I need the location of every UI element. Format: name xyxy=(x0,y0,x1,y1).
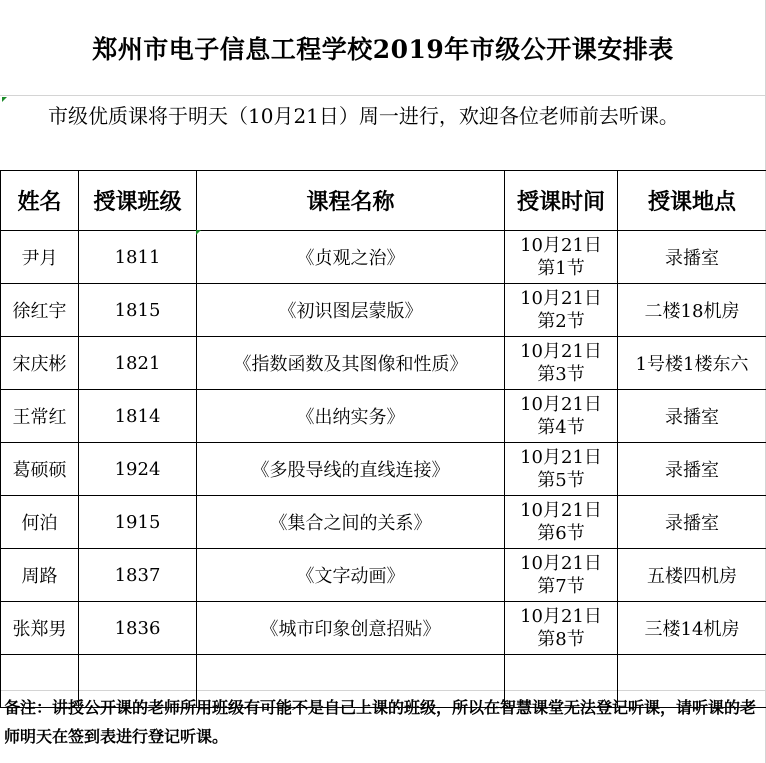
cell-class[interactable]: 1814 xyxy=(79,390,197,443)
cell-time-date: 10月21日 xyxy=(520,394,602,415)
table-row xyxy=(1,284,766,337)
cell-place[interactable]: 二楼18机房 xyxy=(618,284,766,337)
cell-course[interactable]: 《城市印象创意招贴》 xyxy=(197,602,505,655)
cell-time[interactable] xyxy=(505,284,618,337)
cell-name[interactable]: 张郑男 xyxy=(1,602,79,655)
cell-time-period: 第2节 xyxy=(537,311,585,332)
table-row xyxy=(1,602,766,655)
header-class[interactable]: 授课班级 xyxy=(79,171,197,231)
cell-name[interactable]: 何泊 xyxy=(1,496,79,549)
header-place[interactable]: 授课地点 xyxy=(618,171,766,231)
remark-text: 备注：讲授公开课的老师所用班级有可能不是自己上课的班级，所以在智慧课堂无法登记听课，请听课的老师明天在签到表进行登记听课。 xyxy=(4,698,757,746)
cell-class[interactable]: 1821 xyxy=(79,337,197,390)
cell-time-period: 第3节 xyxy=(537,364,585,385)
cell-course[interactable]: 《文字动画》 xyxy=(197,549,505,602)
table-row xyxy=(1,231,766,284)
cell-class[interactable]: 1836 xyxy=(79,602,197,655)
cell-course[interactable]: 《指数函数及其图像和性质》 xyxy=(197,337,505,390)
cell-name[interactable]: 宋庆彬 xyxy=(1,337,79,390)
table-row xyxy=(1,390,766,443)
header-time[interactable]: 授课时间 xyxy=(505,171,618,231)
cell-course[interactable]: 《出纳实务》 xyxy=(197,390,505,443)
cell-course[interactable]: 《多股导线的直线连接》 xyxy=(197,443,505,496)
table-header-row xyxy=(1,171,766,231)
gridline xyxy=(0,95,766,96)
cell-time-date: 10月21日 xyxy=(520,235,602,256)
cell-class[interactable]: 1811 xyxy=(79,231,197,284)
cell-class[interactable]: 1915 xyxy=(79,496,197,549)
cell-place[interactable]: 录播室 xyxy=(618,443,766,496)
cell-time-date: 10月21日 xyxy=(520,606,602,627)
cell-name[interactable]: 周路 xyxy=(1,549,79,602)
cell-time-period: 第7节 xyxy=(537,576,585,597)
cell-time-period: 第4节 xyxy=(537,417,585,438)
cell-place[interactable]: 1号楼1楼东六 xyxy=(618,337,766,390)
cell-time-period: 第8节 xyxy=(537,629,585,650)
cell-time-date: 10月21日 xyxy=(520,447,602,468)
cell-course[interactable]: 《集合之间的关系》 xyxy=(197,496,505,549)
cell-time-date: 10月21日 xyxy=(520,341,602,362)
sheet-title: 郑州市电子信息工程学校2019年市级公开课安排表 xyxy=(92,34,674,64)
schedule-table xyxy=(0,170,766,708)
cell-time[interactable] xyxy=(505,549,618,602)
table-row xyxy=(1,443,766,496)
cell-place[interactable]: 三楼14机房 xyxy=(618,602,766,655)
cell-time-period: 第5节 xyxy=(537,470,585,491)
cell-time[interactable] xyxy=(505,231,618,284)
cell-time-date: 10月21日 xyxy=(520,288,602,309)
table-row xyxy=(1,496,766,549)
cell-name[interactable]: 尹月 xyxy=(1,231,79,284)
cell-name[interactable]: 徐红宇 xyxy=(1,284,79,337)
cell-time-date: 10月21日 xyxy=(520,500,602,521)
cell-name[interactable]: 王常红 xyxy=(1,390,79,443)
cell-time[interactable] xyxy=(505,443,618,496)
cell-class[interactable]: 1837 xyxy=(79,549,197,602)
cell-time-period: 第6节 xyxy=(537,523,585,544)
cell-time[interactable] xyxy=(505,390,618,443)
cell-place[interactable]: 录播室 xyxy=(618,231,766,284)
cell-class[interactable]: 1924 xyxy=(79,443,197,496)
table-row xyxy=(1,549,766,602)
cell-time[interactable] xyxy=(505,602,618,655)
cell-course[interactable]: 《贞观之治》 xyxy=(197,231,505,284)
header-course[interactable]: 课程名称 xyxy=(197,171,505,231)
cell-place[interactable]: 录播室 xyxy=(618,496,766,549)
cell-time-date: 10月21日 xyxy=(520,553,602,574)
cell-course[interactable]: 《初识图层蒙版》 xyxy=(197,284,505,337)
cell-place[interactable]: 五楼四机房 xyxy=(618,549,766,602)
cell-time[interactable] xyxy=(505,337,618,390)
header-name[interactable]: 姓名 xyxy=(1,171,79,231)
cell-name[interactable]: 葛硕硕 xyxy=(1,443,79,496)
cell-class[interactable]: 1815 xyxy=(79,284,197,337)
cell-comment-marker xyxy=(196,230,201,235)
cell-place[interactable]: 录播室 xyxy=(618,390,766,443)
cell-time-period: 第1节 xyxy=(537,258,585,279)
cell-time[interactable] xyxy=(505,496,618,549)
notice-text: 市级优质课将于明天（10月21日）周一进行，欢迎各位老师前去听课。 xyxy=(48,104,679,128)
table-row xyxy=(1,337,766,390)
